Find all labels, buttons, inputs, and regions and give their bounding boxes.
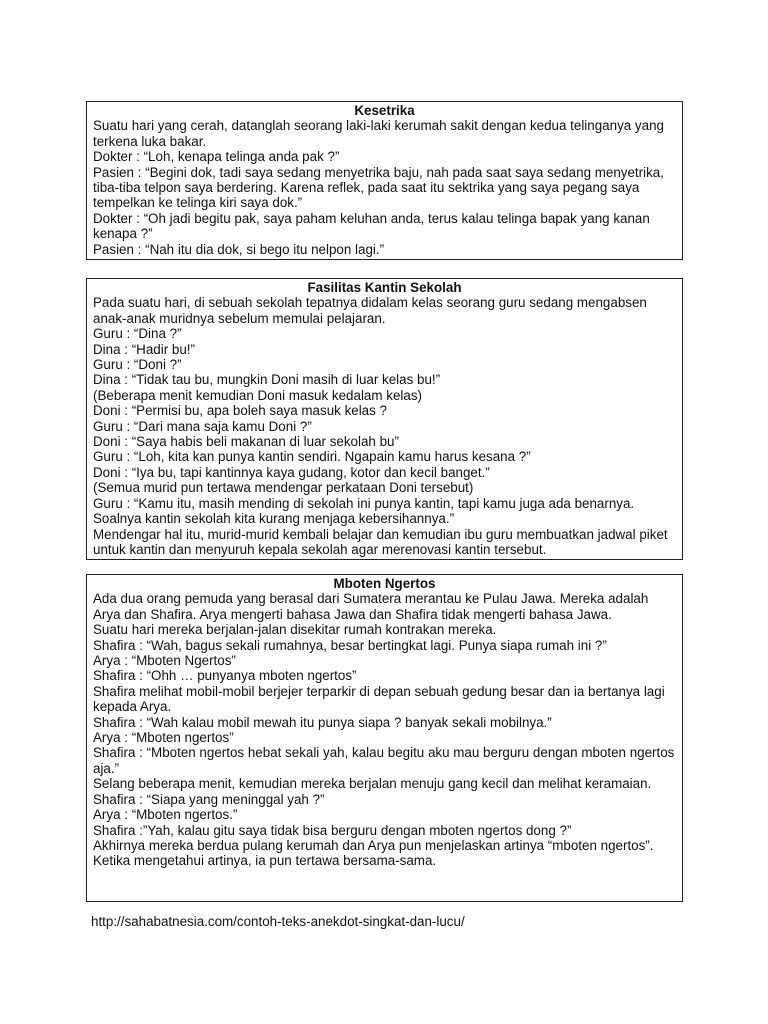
story-line: Dina : “Hadir bu!” [93,341,195,357]
story-line: Guru : “Kamu itu, masih mending di sekolah ini punya kantin, tapi kamu juga ada benarnya. Soalnya kantin sekolah kita kurang menjaga kebersihannya.” [93,495,635,527]
story-line: Shafira :”Yah, kalau gitu saya tidak bisa berguru dengan mboten ngertos dong ?” [93,822,572,838]
story-line: Pasien : “Nah itu dia dok, si bego itu nelpon lagi.” [93,241,385,257]
story-line: Guru : “Dari mana saja kamu Doni ?” [93,418,312,434]
story-line: Mendengar hal itu, murid-murid kembali belajar dan kemudian ibu guru membuatkan jadwal piket untuk kantin dan menyuruh kepala sekolah agar merenovasi kantin tersebut. [93,526,668,557]
story-line: Selang beberapa menit, kemudian mereka berjalan menuju gang kecil dan melihat keramaian. [93,776,652,792]
story-line: Suatu hari yang cerah, datanglah seorang laki-laki kerumah sakit dengan kedua telinganya yang terkena luka bakar. [93,118,664,149]
story-line: Shafira melihat mobil-mobil berjejer terparkir di depan sebuah gedung besar dan ia bertanya lagi kepada Arya. [93,683,665,715]
story-line: Shafira : “Siapa yang meninggal yah ?” [93,791,325,807]
story-line: Akhirnya mereka berdua pulang kerumah dan Arya pun menjelaskan artinya “mboten ngertos”. Ketika mengetahui artinya, ia pun tertawa bersama-sama. [93,837,654,869]
story-line: Shafira : “Ohh … punyanya mboten ngertos” [93,668,357,684]
story-line: Guru : “Dina ?” [93,326,182,342]
story-line: Arya : “Mboten ngertos” [93,730,234,746]
story-line: Pasien : “Begini dok, tadi saya sedang menyetrika baju, nah pada saat saya sedang menyetrika, tiba-tiba telpon saya berdering. Karena reflek, pada saat itu sektrika yang saya pegang saya tempelkan ke telinga kiri saya dok.” [93,164,664,211]
story-line: Doni : “Iya bu, tapi kantinnya kaya gudang, kotor dan kecil banget.” [93,464,490,480]
story-line: (Semua murid pun tertawa mendengar perkataan Doni tersebut) [93,480,474,496]
story-line: Guru : “Loh, kita kan punya kantin sendiri. Ngapain kamu harus kesana ?” [93,449,531,465]
story-line: Dokter : “Loh, kenapa telinga anda pak ?” [93,149,340,165]
story-line: Arya : “Mboten Ngertos” [93,653,236,669]
story-line: Guru : “Doni ?” [93,357,182,373]
story-line: Doni : “Saya habis beli makanan di luar sekolah bu” [93,434,399,450]
story-title: Fasilitas Kantin Sekolah [307,280,462,295]
story-line: Arya : “Mboten ngertos.” [93,807,238,823]
story-line: Shafira : “Mboten ngertos hebat sekali yah, kalau begitu aku mau berguru dengan mboten ngertos aja.” [93,745,675,776]
story-line: (Beberapa menit kemudian Doni masuk kedalam kelas) [93,387,422,403]
story-title: Kesetrika [354,103,415,118]
story-line: Pada suatu hari, di sebuah sekolah tepatnya didalam kelas seorang guru sedang mengabsen anak-anak muridnya sebelum memulai pelajaran. [93,295,647,326]
story-line: Dina : “Tidak tau bu, mungkin Doni masih di luar kelas bu!” [93,372,441,388]
story-line: Ada dua orang pemuda yang berasal dari Sumatera merantau ke Pulau Jawa. Mereka adalah Arya dan Shafira. Arya mengerti bahasa Jawa dan Shafira tidak mengerti bahasa Jawa. [93,591,649,622]
story-title: Mboten Ngertos [333,576,436,591]
story-box-kesetrika [86,101,683,260]
source-url: http://sahabatnesia.com/contoh-teks-anekdot-singkat-dan-lucu/ [91,914,465,929]
story-line: Dokter : “Oh jadi begitu pak, saya paham keluhan anda, terus kalau telinga bapak yang kanan kenapa ?” [93,210,650,242]
story-box-fasilitas-kantin [86,278,683,560]
story-box-mboten-ngertos [86,574,683,902]
story-line: Suatu hari mereka berjalan-jalan disekitar rumah kontrakan mereka. [93,622,497,638]
story-line: Doni : “Permisi bu, apa boleh saya masuk kelas ? [93,403,387,419]
story-line: Shafira : “Wah kalau mobil mewah itu punya siapa ? banyak sekali mobilnya.” [93,714,552,730]
story-line: Shafira : “Wah, bagus sekali rumahnya, besar bertingkat lagi. Punya siapa rumah ini ?” [93,637,607,653]
